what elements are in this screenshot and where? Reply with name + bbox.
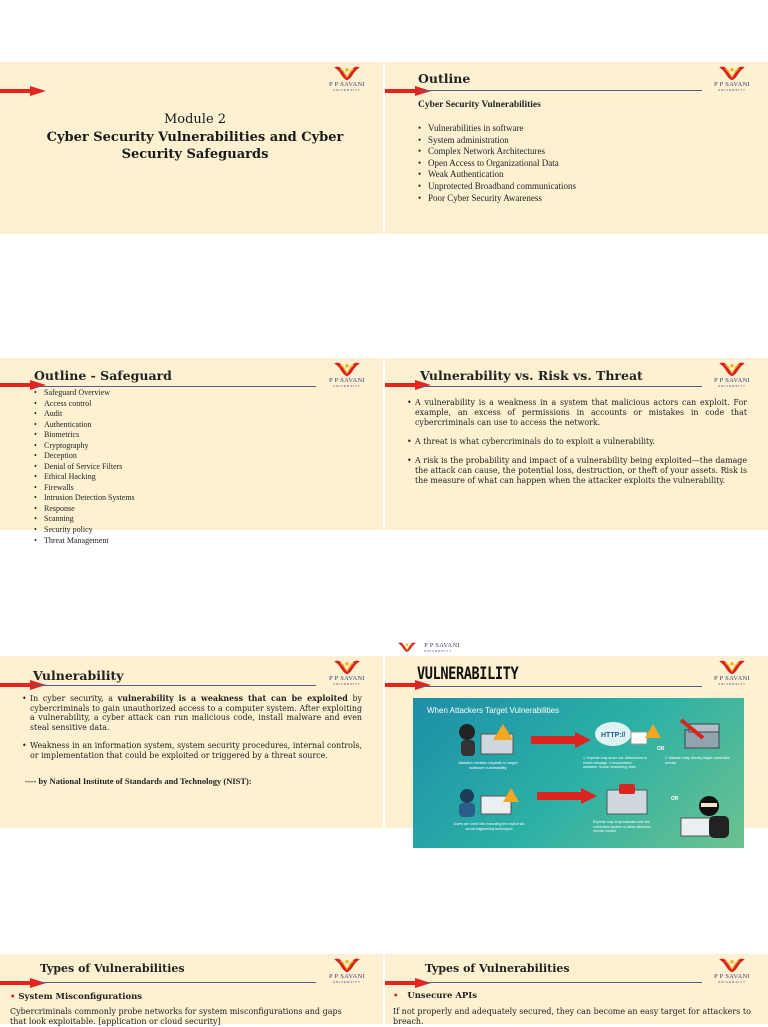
flow-arrow-icon xyxy=(537,788,597,804)
list-item: • Complex Network Architectures xyxy=(418,146,576,158)
title-rule xyxy=(425,982,702,983)
list-item: • Cryptography xyxy=(34,441,135,452)
title-rule xyxy=(40,982,316,983)
title-rule xyxy=(418,90,702,91)
list-item: • Poor Cyber Security Awareness xyxy=(418,193,576,205)
logo-sub: UNIVERSITY xyxy=(332,980,361,984)
paragraph-risk: • A risk is the probability and impact of a vulnerability being exploited—the damage the attack can cause, the potential loss, destruction, or theft of your assets. Risk is the measure of what can happen when the attacker exploits the vulnerability. xyxy=(407,456,747,486)
vulnerability-text xyxy=(22,694,362,770)
logo-sub: UNIVERSITY xyxy=(717,682,746,686)
crest-icon xyxy=(331,361,363,377)
flow-arrow-icon xyxy=(531,732,591,748)
logo-name: P P SAVANI xyxy=(329,973,365,980)
caption-malware: Exploits may drop malware onto the vulnerable system or allow attackers remote control xyxy=(593,820,651,833)
section-subtitle: Cyber Security Vulnerabilities xyxy=(418,100,541,110)
list-item: • Firewalls xyxy=(34,483,135,494)
red-arrow-icon xyxy=(0,86,46,96)
attack-diagram xyxy=(413,698,744,848)
logo-name: P P SAVANI xyxy=(714,377,750,384)
red-arrow-icon xyxy=(385,978,431,988)
misconfig-heading: • System Misconfigurations xyxy=(10,992,143,1002)
slide-vulnerability-diagram xyxy=(385,656,768,833)
definition-text xyxy=(407,398,747,495)
list-item: • Audit xyxy=(34,409,135,420)
logo-name: P P SAVANI xyxy=(329,81,365,88)
misconfig-text: Cybercriminals commonly probe networks for system misconfigurations and gaps that look exploitable. [application or cloud security] xyxy=(10,1007,342,1026)
paragraph-threat: • A threat is what cybercriminals do to exploit a vulnerability. xyxy=(407,437,747,447)
title-rule xyxy=(34,386,316,387)
list-item: • Vulnerabilities in software xyxy=(418,123,576,135)
list-item: Threat Management xyxy=(44,536,109,545)
university-logo xyxy=(318,65,376,95)
list-item: • Safeguard Overview xyxy=(34,388,135,399)
apis-text: If not properly and adequately secured, they can become an easy target for attackers to breach. xyxy=(393,1007,751,1026)
title-rule xyxy=(33,685,316,686)
title-rule xyxy=(420,386,702,387)
slide-types-apis xyxy=(385,954,768,1024)
logo-sub: UNIVERSITY xyxy=(332,682,361,686)
slide-title: Types of Vulnerabilities xyxy=(40,962,185,975)
logo-sub: UNIVERSITY xyxy=(717,980,746,984)
list-item: • Unprotected Broadband communications xyxy=(418,181,576,193)
logo-sub: UNIVERSITY xyxy=(717,88,746,92)
red-arrow-icon xyxy=(0,978,46,988)
slide-title: Outline - Safeguard xyxy=(34,368,172,383)
university-logo xyxy=(318,659,376,689)
logo-sub: UNIVERSITY xyxy=(424,648,453,653)
title-rule xyxy=(417,686,702,687)
or-label: OR xyxy=(671,796,679,802)
list-item: • Scanning xyxy=(34,514,135,525)
crest-icon xyxy=(331,65,363,81)
slide-module-title xyxy=(0,62,383,234)
hacker-icon xyxy=(679,794,733,840)
paragraph-nist: • Weakness in an information system, system security procedures, internal controls, or implementation that could be exploited or triggered by a threat source. xyxy=(22,741,362,760)
caption-delivery: 1. Exploits may arrive via: Attachment to email message, Compromised websites, Social networking sites xyxy=(583,756,647,769)
crest-icon xyxy=(331,957,363,973)
university-logo xyxy=(318,361,376,391)
list-item: • Response xyxy=(34,504,135,515)
logo-sub: UNIVERSITY xyxy=(332,384,361,388)
slide-outline xyxy=(385,62,768,234)
university-logo-small xyxy=(390,637,460,657)
crest-icon xyxy=(716,361,748,377)
apis-heading: • Unsecure APIs xyxy=(393,991,478,1001)
list-item: • Access control xyxy=(34,399,135,410)
module-title xyxy=(40,111,350,164)
crest-icon xyxy=(396,641,418,653)
list-item: • Biometrics xyxy=(34,430,135,441)
list-item: • System administration xyxy=(418,135,576,147)
logo-name: P P SAVANI xyxy=(329,377,365,384)
http-attachment-icon xyxy=(593,718,663,758)
slide-vulnerability xyxy=(0,656,383,828)
slide-types-misconfig xyxy=(0,954,383,1024)
diagram-title: When Attackers Target Vulnerabilities xyxy=(427,706,560,715)
list-item: • Security policy xyxy=(34,525,135,536)
logo-sub: UNIVERSITY xyxy=(332,88,361,92)
list-item: • Ethical Hacking xyxy=(34,472,135,483)
safeguard-list xyxy=(34,388,135,535)
paragraph-vulnerability: • A vulnerability is a weakness in a system that malicious actors can exploit. For example, an excess of permissions in accounts or mistakes in code that cybercriminals can use to access the network. xyxy=(407,398,747,428)
slide-title: Outline xyxy=(418,71,471,86)
university-logo xyxy=(703,65,761,95)
caption-attacker: Attacker creates exploits to target software vulnerability xyxy=(458,760,518,770)
logo-sub: UNIVERSITY xyxy=(717,384,746,388)
infected-computer-icon xyxy=(599,784,659,820)
crest-icon xyxy=(716,65,748,81)
logo-name: P P SAVANI xyxy=(424,641,460,649)
university-logo xyxy=(703,659,761,689)
logo-name: P P SAVANI xyxy=(714,973,750,980)
slide-title: Types of Vulnerabilities xyxy=(425,962,570,975)
red-arrow-icon xyxy=(385,86,431,96)
module-number: Module 2 xyxy=(163,112,227,127)
crest-icon xyxy=(331,659,363,675)
slide-title: VULNERABILITY xyxy=(417,664,519,684)
logo-name: P P SAVANI xyxy=(714,675,750,682)
or-label: OR xyxy=(657,746,665,752)
svg-text:HTTP://: HTTP:// xyxy=(601,732,626,739)
server-icon xyxy=(679,716,729,752)
list-item: • Deception xyxy=(34,451,135,462)
outline-list xyxy=(418,123,576,204)
slide-outline-safeguard xyxy=(0,358,383,534)
list-item: • Denial of Service Filters xyxy=(34,462,135,473)
slide-vuln-risk-threat xyxy=(385,358,768,530)
slide-title: Vulnerability xyxy=(33,668,124,683)
slide-title: Vulnerability vs. Risk vs. Threat xyxy=(420,368,643,383)
university-logo xyxy=(318,957,376,987)
list-item: • Authentication xyxy=(34,420,135,431)
user-laptop-icon xyxy=(455,786,525,822)
university-logo xyxy=(703,957,761,987)
paragraph-definition: • In cyber security, a vulnerability is a weakness that can be exploited by cybercriminals to gain unauthorized access to a computer system. After exploiting a vulnerability, a cyber attack can run malicious code, install malware and even steal sensitive data. xyxy=(22,694,362,732)
module-title-line: Cyber Security Vulnerabilities and Cyber xyxy=(46,129,344,145)
module-title-line: Security Safeguards xyxy=(121,147,269,162)
crest-icon xyxy=(716,957,748,973)
caption-direct: 2. Attacker may directly target vulnerable service xyxy=(665,756,730,765)
highlight-text: vulnerability is a weakness that can be exploited xyxy=(117,694,348,703)
attacker-laptop-icon xyxy=(453,720,523,760)
list-item-overflow: • Threat Management xyxy=(34,536,109,545)
crest-icon xyxy=(716,659,748,675)
logo-name: P P SAVANI xyxy=(329,675,365,682)
list-item: • Intrusion Detection Systems xyxy=(34,493,135,504)
logo-name: P P SAVANI xyxy=(714,81,750,88)
university-logo xyxy=(703,361,761,391)
list-item: • Open Access to Organizational Data xyxy=(418,158,576,170)
list-item: • Weak Authentication xyxy=(418,169,576,181)
caption-user: Users are lured into executing the exploit via social engineering techniques xyxy=(453,822,525,831)
source-citation: ---- by National Institute of Standards and Technology (NIST): xyxy=(25,776,252,786)
